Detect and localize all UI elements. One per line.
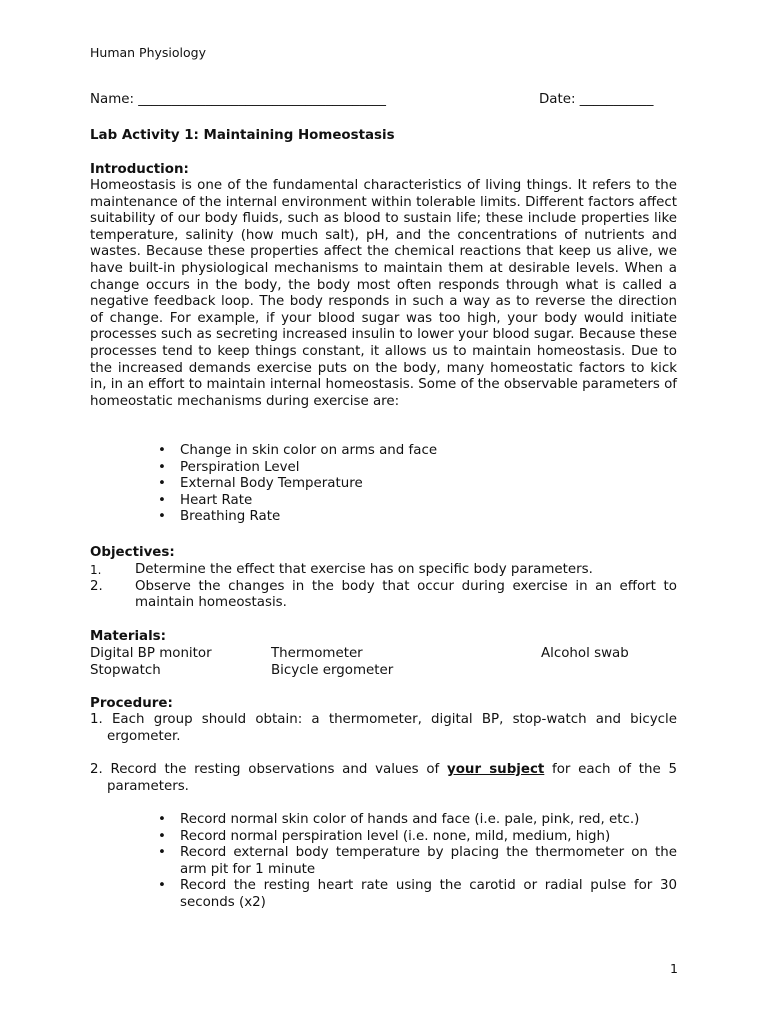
procedure-step-2	[90, 762, 677, 795]
date-field[interactable]: Date: ___________	[539, 92, 654, 107]
list-item: • Record external body temperature by placing the thermometer on the arm pit for 1 minute	[90, 845, 677, 878]
objective-text: Observe the changes in the body that occur during exercise in an effort to maintain homeostasis.	[135, 578, 677, 611]
objective-text: Determine the effect that exercise has on specific body parameters.	[135, 562, 593, 577]
parameter-list	[90, 443, 677, 526]
objective-item	[90, 579, 677, 612]
list-item: • Perspiration Level	[90, 460, 677, 477]
page-number: 1	[670, 961, 678, 976]
objectives-heading: Objectives:	[90, 545, 175, 560]
material-item: Alcohol swab	[541, 646, 629, 661]
procedure-bullet-list	[90, 812, 677, 912]
course-header: Human Physiology	[90, 45, 206, 60]
material-item: Bicycle ergometer	[271, 662, 394, 678]
list-item: • Record the resting heart rate using the carotid or radial pulse for 30 seconds (x2)	[90, 878, 677, 911]
list-item: • Change in skin color on arms and face	[90, 443, 677, 460]
list-item: • Breathing Rate	[90, 509, 677, 526]
introduction-heading: Introduction:	[90, 162, 189, 177]
material-item: Stopwatch	[90, 662, 161, 678]
name-field[interactable]: Name: _____________________________________	[90, 92, 386, 107]
lab-title: Lab Activity 1: Maintaining Homeostasis	[90, 128, 395, 143]
step-2-emphasis: your subject	[447, 762, 545, 777]
step-2-text-end: for each of the 5 parameters.	[107, 762, 678, 794]
materials-heading: Materials:	[90, 629, 166, 644]
material-item: Digital BP monitor	[90, 646, 212, 661]
list-item: • Record normal perspiration level (i.e. none, mild, medium, high)	[90, 829, 677, 846]
step-2-text: 2. Record the resting observations and values of	[90, 762, 447, 777]
list-item: • Heart Rate	[90, 493, 677, 510]
objective-number: 1.	[90, 563, 102, 577]
introduction-text: Homeostasis is one of the fundamental characteristics of living things. It refers to the maintenance of the internal environment within tolerable limits. Different factors affect suitability of our body fluids, such as blood to sustain life; these include properties like temperature, salinity (how much salt), pH, and the concentrations of nutrients and wastes. Because these properties affect the chemical reactions that keep us alive, we have built-in physiological mechanisms to maintain them at desirable levels. When a change occurs in the body, the body most often responds through what is called a negative feedback loop. The body responds in such a way as to reverse the direction of change. For example, if your blood sugar was too high, your body would initiate processes such as secreting increased insulin to lower your blood sugar. Because these processes tend to keep things constant, it allows us to maintain homeostasis. Due to the increased demands exercise puts on the body, many homeostatic factors to kick in, in an effort to maintain internal homeostasis. Some of the observable parameters of homeostatic mechanisms during exercise are:	[90, 178, 678, 409]
procedure-step-1: 1. Each group should obtain: a thermometer, digital BP, stop-watch and bicycle ergometer.	[90, 712, 677, 744]
materials-table	[90, 646, 677, 679]
list-item: • Record normal skin color of hands and face (i.e. pale, pink, red, etc.)	[90, 812, 677, 829]
list-item: • External Body Temperature	[90, 476, 677, 493]
objective-number: 2.	[90, 578, 103, 594]
procedure-heading: Procedure:	[90, 696, 173, 711]
objectives-list	[90, 562, 677, 612]
material-item: Thermometer	[271, 646, 363, 661]
objective-item	[90, 562, 677, 579]
